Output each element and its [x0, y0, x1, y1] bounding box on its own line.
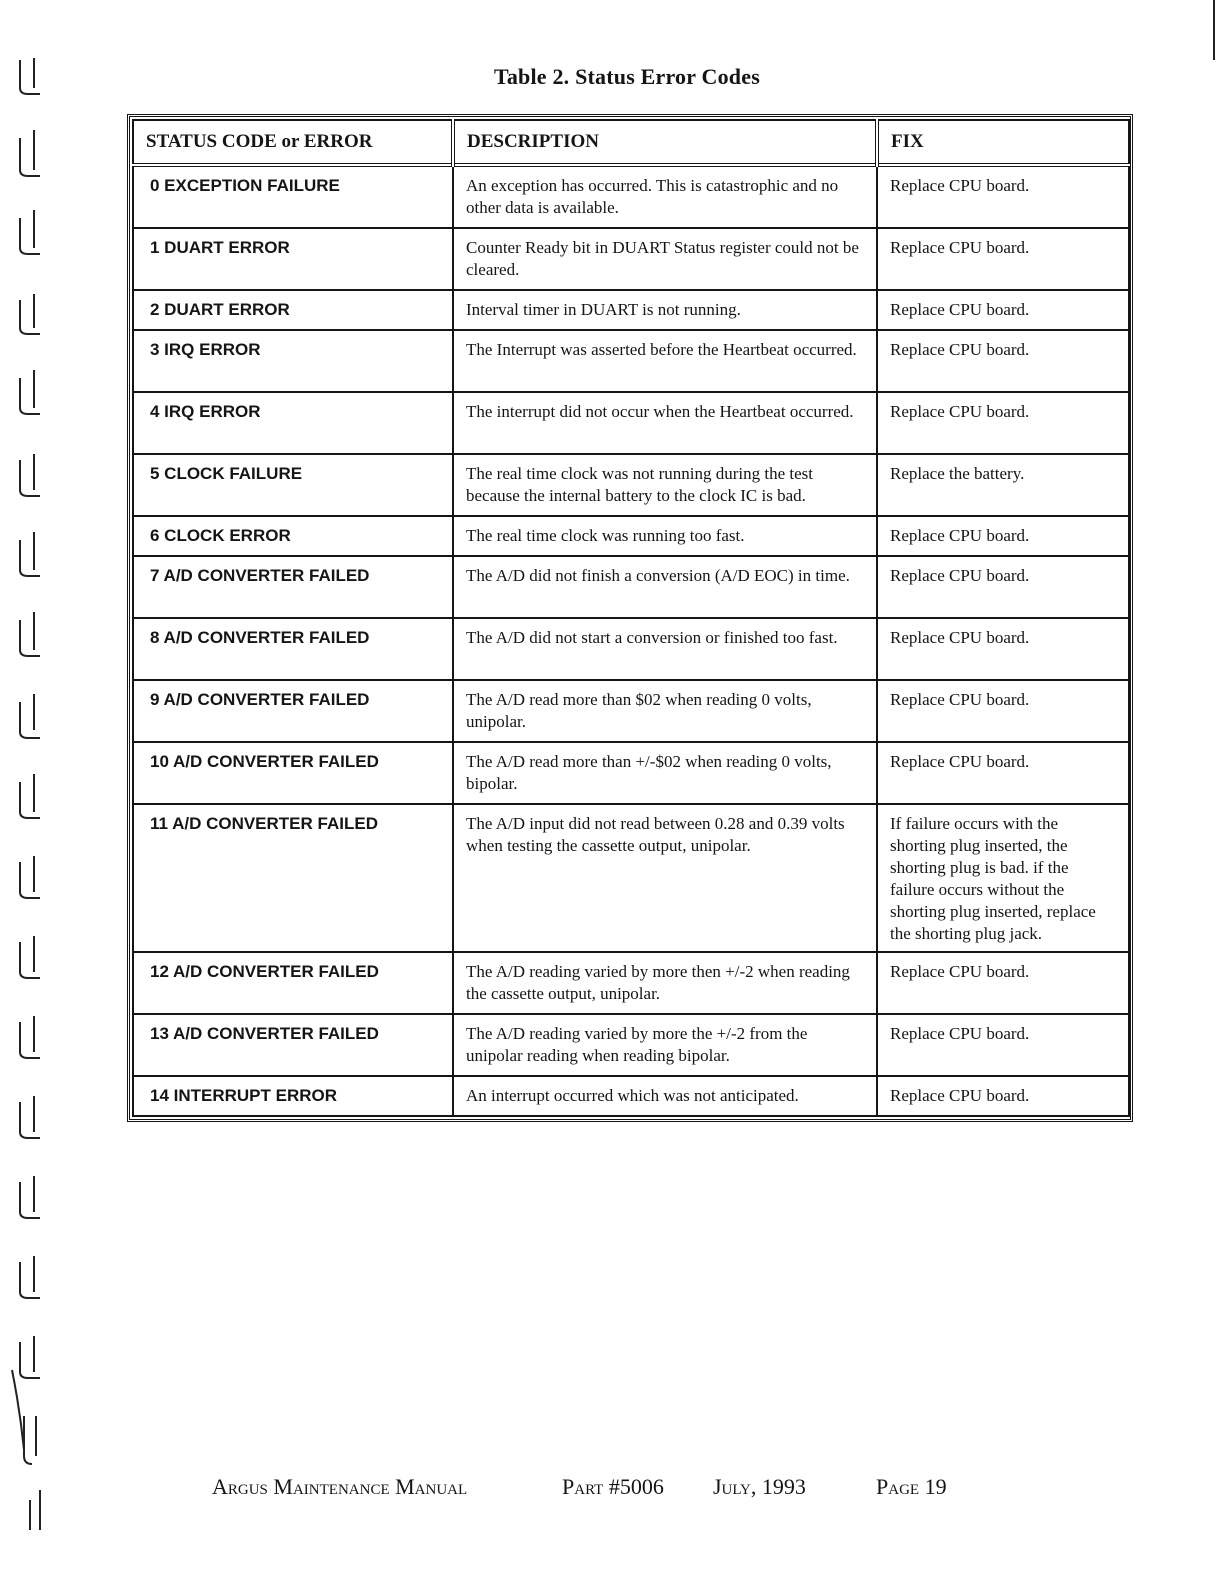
table-row [133, 742, 1129, 804]
description-cell: The A/D input did not read between 0.28 and 0.39 volts when testing the cassette output, unipolar. [453, 804, 877, 952]
status-code-cell: 5 CLOCK FAILURE [133, 454, 453, 516]
fix-cell: Replace CPU board. [877, 618, 1129, 680]
table-row [133, 556, 1129, 618]
fix-cell: Replace CPU board. [877, 228, 1129, 290]
table-row [133, 290, 1129, 330]
fix-cell: Replace CPU board. [877, 516, 1129, 556]
status-code-cell: 1 DUART ERROR [133, 228, 453, 290]
fix-cell: Replace CPU board. [877, 680, 1129, 742]
fix-cell: If failure occurs with the shorting plug inserted, the shorting plug is bad. if the failure occurs without the shorting plug inserted, replace the shorting plug jack. [877, 804, 1129, 952]
fix-cell: Replace CPU board. [877, 742, 1129, 804]
status-code-cell: 7 A/D CONVERTER FAILED [133, 556, 453, 618]
table-row [133, 454, 1129, 516]
description-cell: The A/D read more than +/-$02 when reading 0 volts, bipolar. [453, 742, 877, 804]
footer-date: July, 1993 [713, 1474, 806, 1499]
binder-holes [10, 50, 50, 1570]
status-code-cell: 11 A/D CONVERTER FAILED [133, 804, 453, 952]
fix-cell: Replace CPU board. [877, 1076, 1129, 1116]
table-row [133, 330, 1129, 392]
description-cell: An exception has occurred. This is catastrophic and no other data is available. [453, 165, 877, 228]
description-cell: An interrupt occurred which was not anticipated. [453, 1076, 877, 1116]
status-code-cell: 12 A/D CONVERTER FAILED [133, 952, 453, 1014]
table-row [133, 952, 1129, 1014]
description-cell: The A/D reading varied by more then +/-2 when reading the cassette output, unipolar. [453, 952, 877, 1014]
description-cell: The A/D did not finish a conversion (A/D EOC) in time. [453, 556, 877, 618]
footer-manual-title: Argus Maintenance Manual [212, 1474, 468, 1499]
status-code-cell: 4 IRQ ERROR [133, 392, 453, 454]
header-status-code: STATUS CODE or ERROR [133, 120, 453, 165]
table-row [133, 165, 1129, 228]
footer-page-number: Page 19 [876, 1474, 947, 1499]
status-code-cell: 0 EXCEPTION FAILURE [133, 165, 453, 228]
table-row [133, 1076, 1129, 1116]
description-cell: The interrupt did not occur when the Heartbeat occurred. [453, 392, 877, 454]
fix-cell: Replace CPU board. [877, 1014, 1129, 1076]
description-cell: The real time clock was not running during the test because the internal battery to the clock IC is bad. [453, 454, 877, 516]
footer-part-number: Part #5006 [562, 1474, 664, 1499]
description-cell: Counter Ready bit in DUART Status register could not be cleared. [453, 228, 877, 290]
description-cell: The Interrupt was asserted before the Heartbeat occurred. [453, 330, 877, 392]
status-code-cell: 6 CLOCK ERROR [133, 516, 453, 556]
fix-cell: Replace CPU board. [877, 392, 1129, 454]
status-code-cell: 2 DUART ERROR [133, 290, 453, 330]
status-code-cell: 14 INTERRUPT ERROR [133, 1076, 453, 1116]
status-code-cell: 3 IRQ ERROR [133, 330, 453, 392]
fix-cell: Replace CPU board. [877, 290, 1129, 330]
binder-hole-marks [10, 50, 50, 1570]
table-row [133, 228, 1129, 290]
description-cell: The A/D read more than $02 when reading 0 volts, unipolar. [453, 680, 877, 742]
header-fix: FIX [877, 120, 1129, 165]
description-cell: Interval timer in DUART is not running. [453, 290, 877, 330]
fix-cell: Replace CPU board. [877, 952, 1129, 1014]
status-code-cell: 8 A/D CONVERTER FAILED [133, 618, 453, 680]
description-cell: The real time clock was running too fast. [453, 516, 877, 556]
description-cell: The A/D reading varied by more the +/-2 from the unipolar reading when reading bipolar. [453, 1014, 877, 1076]
table-header-row [133, 120, 1129, 165]
status-error-table [127, 114, 1133, 1122]
page-edge-mark [1213, 0, 1215, 60]
table-row [133, 516, 1129, 556]
fix-cell: Replace CPU board. [877, 165, 1129, 228]
header-description: DESCRIPTION [453, 120, 877, 165]
table-row [133, 680, 1129, 742]
table-row [133, 392, 1129, 454]
table-row [133, 618, 1129, 680]
fix-cell: Replace CPU board. [877, 330, 1129, 392]
table-row [133, 804, 1129, 952]
fix-cell: Replace CPU board. [877, 556, 1129, 618]
status-code-cell: 13 A/D CONVERTER FAILED [133, 1014, 453, 1076]
description-cell: The A/D did not start a conversion or finished too fast. [453, 618, 877, 680]
table-row [133, 1014, 1129, 1076]
fix-cell: Replace the battery. [877, 454, 1129, 516]
table-title: Table 2. Status Error Codes [494, 64, 760, 89]
status-code-cell: 9 A/D CONVERTER FAILED [133, 680, 453, 742]
status-code-cell: 10 A/D CONVERTER FAILED [133, 742, 453, 804]
page-footer [0, 1474, 1217, 1504]
